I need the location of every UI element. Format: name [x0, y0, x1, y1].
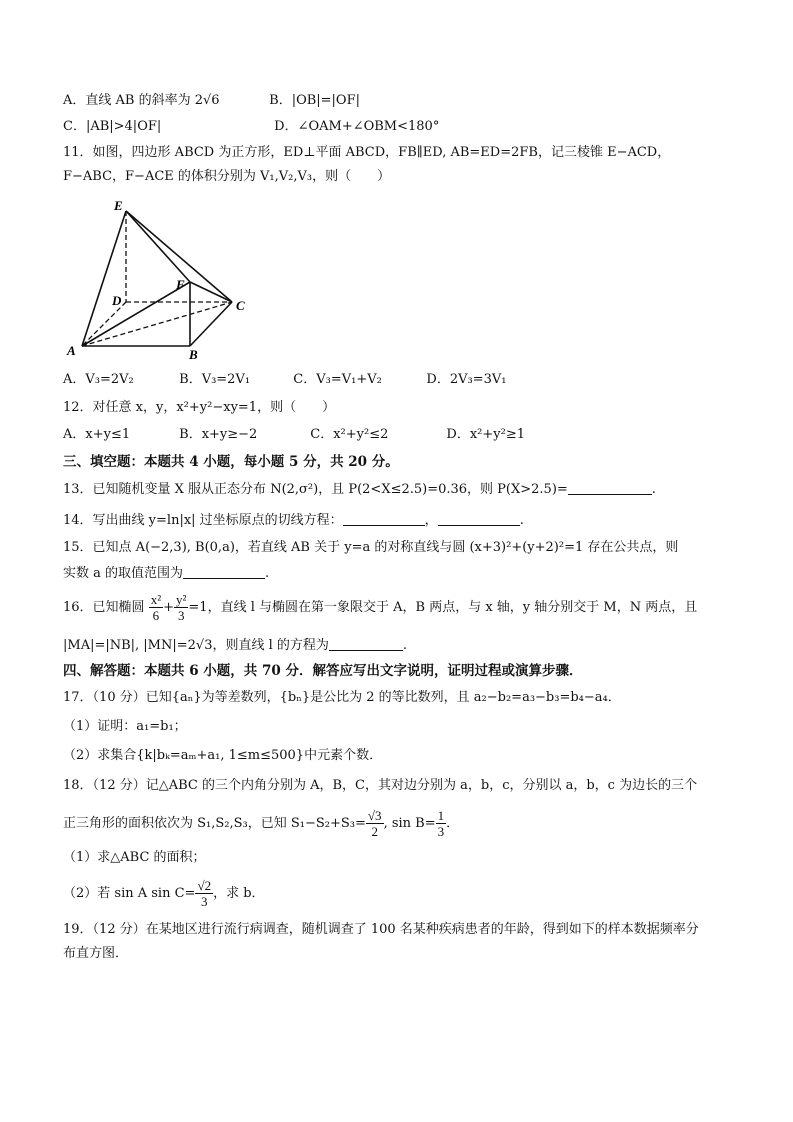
q18-line2-end: ．: [446, 816, 460, 831]
q16-answer-blank[interactable]: [329, 636, 403, 651]
q16-line1-post: =1，直线 l 与椭圆在第一象限交于 A，B 两点，与 x 轴，y 轴分别交于 M，N 两点，且: [188, 600, 698, 615]
edge-bc: [190, 302, 232, 346]
q10-option-b: B．|OB|=|OF|: [269, 93, 360, 108]
edge-ac-hidden: [82, 302, 232, 346]
q10-options-row2: [63, 118, 733, 136]
q18-part2-pre: （2）若 sin A sin C=: [63, 886, 196, 901]
q11-option-b: B．V₃=2V₁: [179, 372, 251, 387]
q19-line2: 布直方图．: [63, 946, 129, 961]
q18-fraction-1-over-3: [436, 808, 447, 839]
q18-frac2-den: 3: [437, 824, 445, 839]
q16-fraction-x: [149, 592, 163, 623]
q14-text: 14．写出曲线 y=ln|x| 过坐标原点的切线方程：: [63, 513, 343, 528]
q11-option-a: A．V₃=2V₂: [63, 372, 134, 387]
q16-fraction-y: [174, 592, 188, 623]
q10-option-c: C．|AB|>4|OF|: [63, 119, 162, 134]
q12-option-b: B．x+y≥−2: [179, 427, 258, 442]
pyramid-figure: [62, 193, 262, 363]
q18-frac2-num: 1: [437, 808, 445, 823]
q18-frac-den: 2: [371, 824, 378, 839]
q14-answer-blank-1[interactable]: [343, 511, 425, 526]
q11-stem-line2: F−ABC，F−ACE 的体积分别为 V₁,V₂,V₃，则（ ）: [63, 169, 391, 184]
q16-line2-text: |MA|=|NB|, |MN|=2√3，则直线 l 的方程为: [63, 638, 329, 653]
q13-text: 13．已知随机变量 X 服从正态分布 N(2,σ²)，且 P(2<X≤2.5)=0.36，则 P(X>2.5)=: [63, 482, 568, 497]
q16-frac1-num: x²: [150, 592, 162, 607]
edge-ea: [82, 211, 126, 346]
q11-options: [63, 371, 733, 389]
q17-part2: （2）求集合{k|bₖ=aₘ+a₁, 1≤m≤500}中元素个数．: [63, 748, 383, 763]
q17-stem: 17．（10 分）已知{aₙ}为等差数列，{bₙ}是公比为 2 的等比数列，且 a₂−b₂=a₃−b₃=b₄−a₄．: [63, 690, 621, 705]
q16-frac2-num: y²: [176, 592, 187, 607]
label-d: D: [112, 293, 122, 308]
label-e: E: [114, 198, 123, 213]
q12-options: [63, 426, 733, 444]
q13-answer-blank[interactable]: [568, 480, 652, 495]
q18-line2: [63, 806, 733, 842]
q16-frac2-den: 3: [177, 608, 185, 623]
q15-line2-text: 实数 a 的取值范围为: [63, 566, 184, 581]
label-a: A: [67, 343, 76, 358]
q14: 14．写出曲线 y=ln|x| 过坐标原点的切线方程： ， .: [63, 513, 524, 528]
label-f: F: [176, 277, 185, 292]
q14-answer-blank-2[interactable]: [438, 511, 520, 526]
q18-line1: 18．（12 分）记△ABC 的三个内角分别为 A，B，C，其对边分别为 a，b，c，分别以 a，b，c 为边长的三个: [63, 778, 698, 793]
q18-line2-mid: , sin B=: [383, 816, 436, 831]
q10-option-d: D．∠OAM+∠OBM<180°: [274, 119, 440, 134]
q18-fraction-sqrt3-over-2: [366, 808, 384, 839]
q18-part1: （1）求△ABC 的面积；: [63, 850, 206, 865]
q13: 13．已知随机变量 X 服从正态分布 N(2,σ²)，且 P(2<X≤2.5)=0.36，则 P(X>2.5)= .: [63, 482, 656, 497]
q12-option-d: D．x²+y²≥1: [446, 427, 525, 442]
q15-line2: 实数 a 的取值范围为 .: [63, 566, 270, 581]
q17-part1: （1）证明：a₁=b₁；: [63, 719, 187, 734]
q10-option-a: A．直线 AB 的斜率为 2√6: [63, 93, 220, 108]
q16-line1-pre: 16．已知椭圆: [63, 600, 145, 615]
q15-line1: 15．已知点 A(−2,3), B(0,a)，若直线 AB 关于 y=a 的对称直线与圆 (x+3)²+(y+2)²=1 存在公共点，则: [63, 540, 679, 555]
q10-options-row1: [63, 92, 733, 110]
section-4-heading: 四、解答题：本题共 6 小题，共 70 分．解答应写出文字说明，证明过程或演算步骤．: [63, 663, 583, 679]
q19-line1: 19．（12 分）在某地区进行流行病调查，随机调查了 100 名某种疾病患者的年龄，得到如下的样本数据频率分: [63, 922, 699, 937]
q18-part2: [63, 876, 733, 912]
q12-stem: 12．对任意 x，y，x²+y²−xy=1，则（ ）: [63, 400, 336, 415]
edge-ef: [126, 211, 190, 282]
q18-p2-frac-num: √2: [197, 878, 212, 893]
label-b: B: [189, 347, 198, 362]
q18-line2-pre: 正三角形的面积依次为 S₁,S₂,S₃，已知 S₁−S₂+S₃=: [63, 816, 366, 831]
q11-option-d: D．2V₃=3V₁: [426, 372, 507, 387]
q16-plus: +: [163, 600, 174, 615]
q11-option-c: C．V₃=V₁+V₂: [293, 372, 382, 387]
q18-fraction-sqrt2-over-3: [195, 878, 213, 909]
q11-stem-line1: 11．如图，四边形 ABCD 为正方形，ED⊥平面 ABCD，FB∥ED, AB=ED=2FB，记三棱锥 E−ACD，: [63, 145, 671, 160]
q12-option-c: C．x²+y²≤2: [310, 427, 389, 442]
label-c: C: [236, 298, 245, 313]
edge-af: [82, 282, 190, 346]
q15-answer-blank[interactable]: [183, 564, 265, 579]
q18-part2-post: ，求 b．: [213, 886, 265, 901]
q16-line1: [63, 590, 733, 626]
q18-frac-num: √3: [367, 808, 382, 823]
q16-frac1-den: 6: [152, 608, 160, 623]
q18-p2-frac-den: 3: [201, 894, 208, 909]
section-3-heading: 三、填空题：本题共 4 小题，每小题 5 分，共 20 分。: [63, 454, 399, 470]
q12-option-a: A．x+y≤1: [63, 427, 131, 442]
q16-line2: |MA|=|NB|, |MN|=2√3，则直线 l 的方程为 .: [63, 638, 408, 653]
